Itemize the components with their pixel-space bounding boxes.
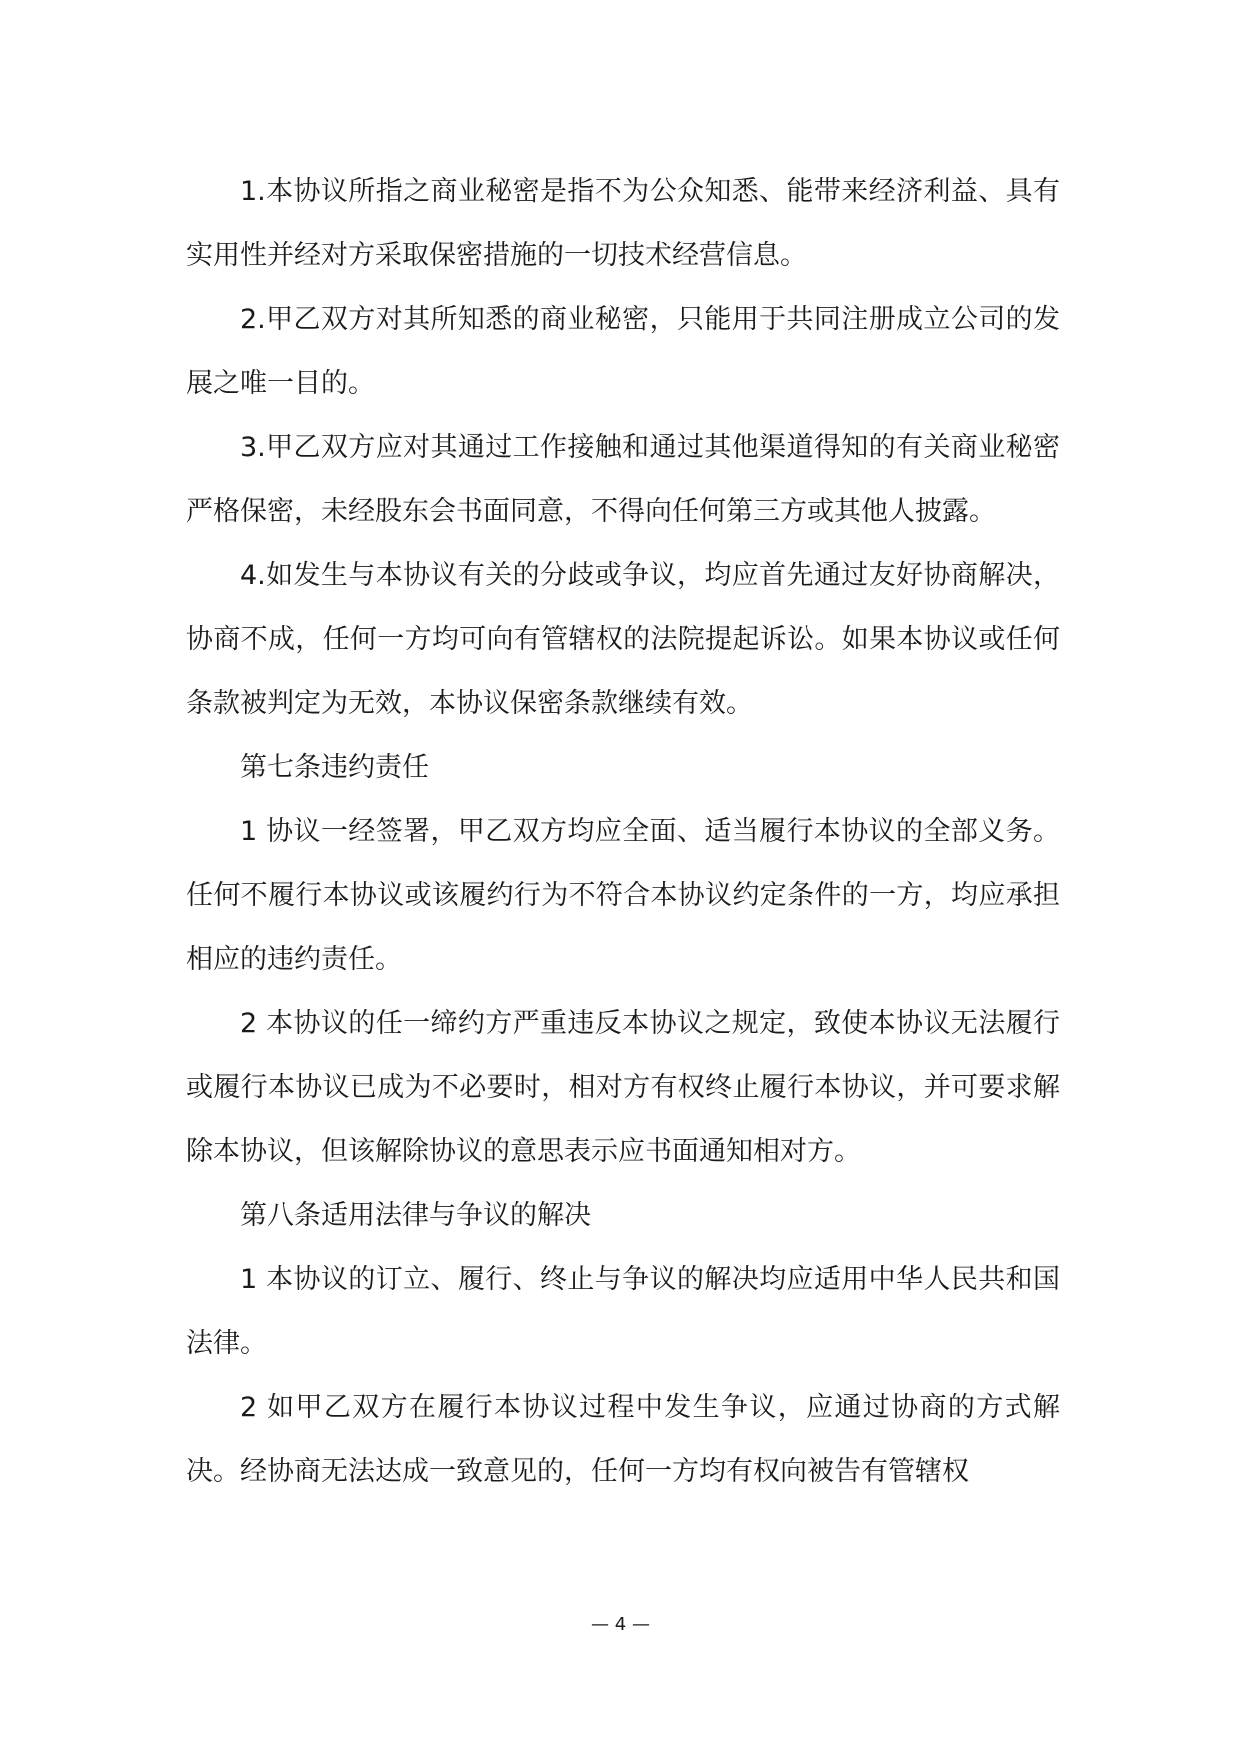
section-heading-article-8: 第八条适用法律与争议的解决: [240, 1200, 591, 1231]
paragraph-law-2: 2 如甲乙双方在履行本协议过程中发生争议，应通过协商的方式解决。经协商无法达成一致意见的，任何一方均有权向被告有管辖权: [186, 1392, 1060, 1487]
paragraph-law-1: 1 本协议的订立、履行、终止与争议的解决均应适用中华人民共和国法律。: [186, 1264, 1060, 1359]
paragraph-confidentiality-1: 1.本协议所指之商业秘密是指不为公众知悉、能带来经济利益、具有实用性并经对方采取保密措施的一切技术经营信息。: [186, 176, 1060, 271]
paragraph-confidentiality-4: 4.如发生与本协议有关的分歧或争议，均应首先通过友好协商解决，协商不成，任何一方均可向有管辖权的法院提起诉讼。如果本协议或任何条款被判定为无效，本协议保密条款继续有效。: [186, 560, 1060, 719]
paragraph-liability-1: 1 协议一经签署，甲乙双方均应全面、适当履行本协议的全部义务。任何不履行本协议或该履约行为不符合本协议约定条件的一方，均应承担相应的违约责任。: [186, 816, 1060, 975]
page-number: — 4 —: [591, 1614, 650, 1635]
paragraph-confidentiality-3: 3.甲乙双方应对其通过工作接触和通过其他渠道得知的有关商业秘密严格保密，未经股东会书面同意，不得向任何第三方或其他人披露。: [186, 432, 1060, 527]
document-body: [186, 160, 1060, 1504]
section-heading-article-7: 第七条违约责任: [240, 752, 429, 783]
paragraph-confidentiality-2: 2.甲乙双方对其所知悉的商业秘密，只能用于共同注册成立公司的发展之唯一目的。: [186, 304, 1060, 399]
paragraph-liability-2: 2 本协议的任一缔约方严重违反本协议之规定，致使本协议无法履行或履行本协议已成为不必要时，相对方有权终止履行本协议，并可要求解除本协议，但该解除协议的意思表示应书面通知相对方。: [186, 1008, 1060, 1167]
